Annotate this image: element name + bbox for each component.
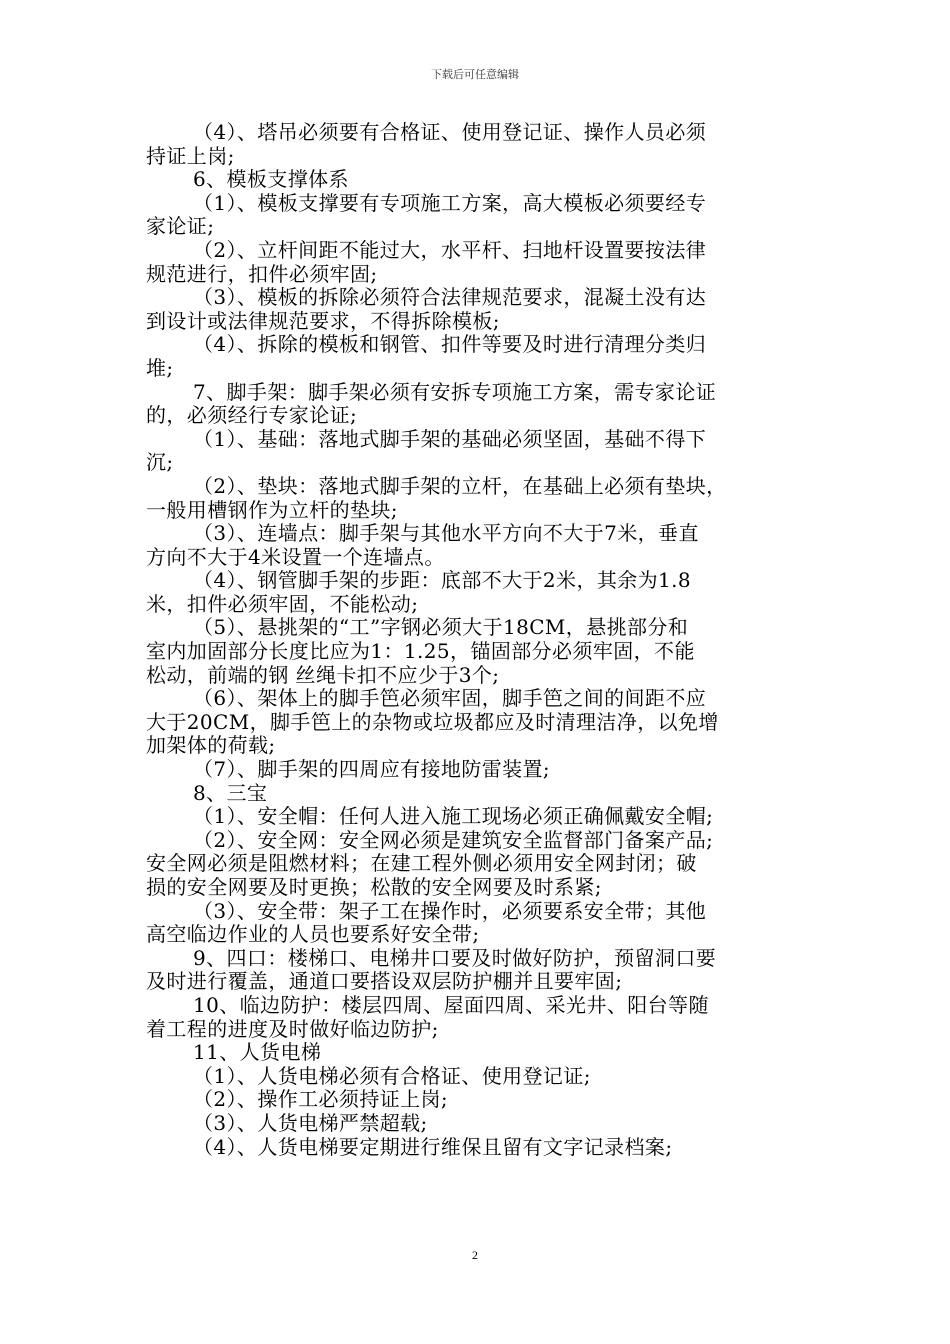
text-line: （3）、模板的拆除必须符合法律规范要求，混凝土没有达 <box>193 285 707 310</box>
text-line: 家论证; <box>146 214 215 239</box>
text-line: 到设计或法律规范要求，不得拆除模板; <box>146 308 500 333</box>
text-line: （1）、模板支撑要有专项施工方案，高大模板必须要经专 <box>193 190 707 215</box>
text-line: 高空临边作业的人员也要系好安全带; <box>146 922 480 947</box>
text-line: （2）、立杆间距不能过大，水平杆、扫地杆设置要按法律 <box>193 237 707 262</box>
page-number: 2 <box>472 1248 478 1262</box>
text-line: （5）、悬挑架的“工”字钢必须大于18CM，悬挑部分和 <box>193 615 689 640</box>
header-note: 下载后可任意编辑 <box>431 68 519 81</box>
text-line: （4）、拆除的模板和钢管、扣件等要及时进行清理分类归 <box>193 332 707 357</box>
text-line: 的，必须经行专家论证; <box>146 403 358 428</box>
text-line: （1）、人货电梯必须有合格证、使用登记证; <box>193 1063 591 1088</box>
text-line: （3）、人货电梯严禁超载; <box>193 1110 428 1135</box>
text-line: 一般用槽钢作为立杆的垫块; <box>146 497 398 522</box>
text-line: 米，扣件必须牢固，不能松动; <box>146 591 419 616</box>
text-line: （1）、基础：落地式脚手架的基础必须坚固，基础不得下 <box>193 426 707 451</box>
document-body <box>146 121 812 1159</box>
text-line: （3）、安全带：架子工在操作时，必须要系安全带；其他 <box>193 898 707 923</box>
text-line: 损的安全网要及时更换；松散的安全网要及时系紧; <box>146 875 602 899</box>
text-line: （1）、安全帽：任何人进入施工现场必须正确佩戴安全帽; <box>193 804 714 829</box>
text-line: 安全网必须是阻燃材料；在建工程外侧必须用安全网封闭；破 <box>146 851 697 876</box>
text-line: 7、脚手架：脚手架必须有安拆专项施工方案，需专家论证 <box>193 379 717 404</box>
text-line: 堆; <box>146 355 174 380</box>
text-line: 10、临边防护：楼层四周、屋面四周、采光井、阳台等随 <box>193 992 709 1017</box>
text-line: （2）、垫块：落地式脚手架的立杆，在基础上必须有垫块， <box>193 473 727 498</box>
text-line: （6）、架体上的脚手笆必须牢固，脚手笆之间的间距不应 <box>193 686 707 711</box>
text-line: 6、模板支撑体系 <box>193 167 349 192</box>
text-line: 方向不大于4米设置一个连墙点。 <box>146 544 445 569</box>
text-line: （7）、脚手架的四周应有接地防雷装置; <box>193 757 551 782</box>
text-line: （3）、连墙点：脚手架与其他水平方向不大于7米，垂直 <box>193 521 699 546</box>
text-line: 加架体的荷载; <box>146 733 276 758</box>
text-line: （2）、操作工必须持证上岗; <box>193 1087 449 1112</box>
text-line: 11、人货电梯 <box>193 1040 322 1065</box>
text-line: （4）、钢管脚手架的步距：底部不大于2米，其余为1.8 <box>193 568 692 593</box>
text-line: 规范进行，扣件必须牢固; <box>146 261 378 286</box>
text-line: （4）、人货电梯要定期进行维保且留有文字记录档案; <box>193 1134 673 1159</box>
text-line: 沉; <box>146 450 174 475</box>
text-line: 大于20CM，脚手笆上的杂物或垃圾都应及时清理洁净，以免增 <box>146 709 719 734</box>
text-line: 着工程的进度及时做好临边防护; <box>146 1016 439 1041</box>
text-line: 室内加固部分长度比应为1：1.25，锚固部分必须牢固，不能 <box>146 639 695 664</box>
text-line: （4）、塔吊必须要有合格证、使用登记证、操作人员必须 <box>193 120 707 144</box>
text-line: 8、三宝 <box>193 780 268 805</box>
text-line: （2）、安全网：安全网必须是建筑安全监督部门备案产品; <box>193 827 714 852</box>
text-line: 松动，前端的钢 丝绳卡扣不应少于3个; <box>146 662 500 687</box>
text-line: 及时进行覆盖，通道口要搭设双层防护棚并且要牢固; <box>146 969 623 994</box>
text-line: 持证上岗; <box>146 143 235 168</box>
text-line: 9、四口：楼梯口、电梯井口要及时做好防护，预留洞口要 <box>193 945 717 970</box>
